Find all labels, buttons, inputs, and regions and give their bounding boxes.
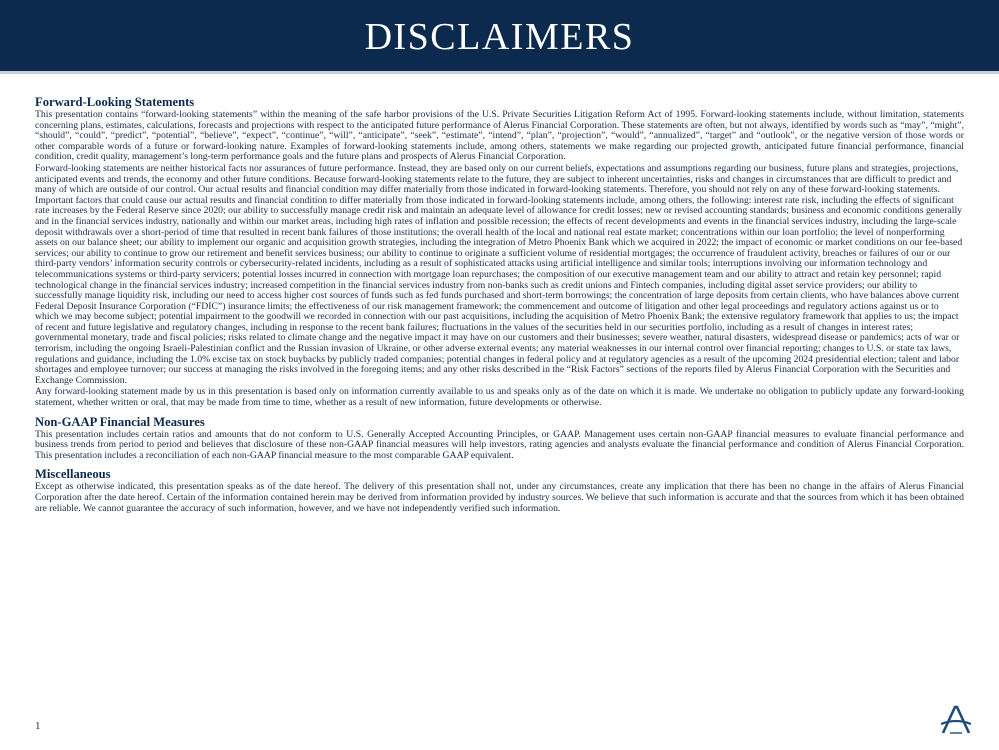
non-gaap-heading: Non-GAAP Financial Measures [35, 414, 205, 429]
non-gaap-paragraph: This presentation includes certain ratios and amounts that do not conform to U.S. Generally Accepted Accounting Principles, or GAAP. Management uses certain non-GAAP financial measures to evaluate financial performance and business trends from period to period and believes that disclosure of these non-GAAP financial measures will help investors, rating agencies and analysts evaluate the financial performance and condition of Alerus Financial Corporation. This presentation includes a reconciliation of each non-GAAP financial measure to the most comparable GAAP equivalent. [35, 428, 964, 461]
disclaimer-content [35, 95, 964, 515]
forward-looking-paragraph-1: This presentation contains “forward-looking statements” within the meaning of the safe harbor provisions of the U.S. Private Securities Litigation Reform Act of 1995. Forward-looking statements include, without limitation, statements concerning plans, estimates, calculations, forecasts and projections with respect to the anticipated future performance of Alerus Financial Corporation. These statements are often, but not always, identified by words such as “may”, “might”, “should”, “could”, “predict”, “potential”, “believe”, “expect”, “continue”, “will”, “anticipate”, “seek”, “estimate”, “intend”, “plan”, “projection”, “would”, “annualized”, “target” and “outlook”, or the negative version of those words or other comparable words of a future or forward-looking nature. Examples of forward-looking statements include, among others, statements we make regarding our projected growth, anticipated future financial performance, financial condition, credit quality, management’s long-term performance goals and the future plans and prospects of Alerus Financial Corporation. [35, 109, 964, 163]
forward-looking-paragraph-2: Forward-looking statements are neither historical facts nor assurances of future performance. Instead, they are based only on our current beliefs, expectations and assumptions regarding our business, future plans and strategies, projections, anticipated events and trends, the economy and other future conditions. Because forward-looking statements relate to the future, they are subject to inherent uncertainties, risks and changes in circumstances that are difficult to predict and many of which are outside of our control. Our actual results and financial condition may differ materially from those indicated in forward-looking statements. Therefore, you should not rely on any of these forward-looking statements. Important factors that could cause our actual results and financial condition to differ materially from those indicated in forward-looking statements include, among others, the following: interest rate risk, including the effects of significant rate increases by the Federal Reserve since 2020; our ability to successfully manage credit risk and maintain an adequate level of allowance for credit losses; new or revised accounting standards; business and economic conditions generally and in the financial services industry, nationally and within our market areas, including high rates of inflation and possible recession; the effects of recent developments and events in the financial services industry, including the large-scale deposit withdrawals over a short-period of time that resulted in recent bank failures of those institutions; the overall health of the local and national real estate market; concentrations within our loan portfolio; the level of nonperforming assets on our balance sheet; our ability to implement our organic and acquisition growth strategies, including the integration of Metro Phoenix Bank which we acquired in 2022; the impact of economic or market conditions on our fee-based services; our ability to continue to grow our retirement and benefit services business; our ability to continue to originate a sufficient volume of residential mortgages; the occurrence of fraudulent activity, breaches or failures of our or our third-party vendors’ information security controls or cybersecurity-related incidents, including as a result of sophisticated attacks using artificial intelligence and similar tools; interruptions involving our information technology and telecommunications systems or third-party servicers; potential losses incurred in connection with mortgage loan repurchases; the composition of our executive management team and our ability to attract and retain key personnel; rapid technological change in the financial services industry; increased competition in the financial services industry from non-banks such as credit unions and Fintech companies, including digital asset service providers; our ability to successfully manage liquidity risk, including our need to access higher cost sources of funds such as fed funds purchased and short-term borrowings; the concentration of large deposits from certain clients, who have balances above current Federal Deposit Insurance Corporation (“FDIC”) insurance limits; the effectiveness of our risk management framework; the commencement and outcome of litigation and other legal proceedings and regulatory actions against us or to which we may become subject; potential impairment to the goodwill we recorded in connection with our past acquisitions, including the acquisition of Metro Phoenix Bank; the extensive regulatory framework that applies to us; the impact of recent and future legislative and regulatory changes, including in response to the recent bank failures; fluctuations in the values of the securities held in our securities portfolio, including as a result of changes in interest rates; governmental monetary, trade and fiscal policies; risks related to climate change and the negative impact it may have on our customers and their businesses; severe weather, natural disasters, widespread disease or pandemics; acts of war or terrorism, including the ongoing Israeli-Palestinian conflict and the Russian invasion of Ukraine, or other adverse external events; any material weaknesses in our internal control over financial reporting; changes to U.S. or state tax laws, regulations and guidance, including the 1.0% excise tax on stock buybacks by publicly traded companies; potential changes in federal policy and at regulatory agencies as a result of the upcoming 2024 presidential election; talent and labor shortages and employee turnover; our success at managing the risks involved in the foregoing items; and any other risks described in the “Risk Factors” sections of the reports filed by Alerus Financial Corporation with the Securities and Exchange Commission. [35, 162, 963, 386]
forward-looking-heading: Forward-Looking Statements [35, 95, 195, 109]
title-banner [0, 0, 999, 74]
forward-looking-section [35, 95, 964, 409]
miscellaneous-paragraph: Except as otherwise indicated, this presentation speaks as of the date hereof. The delivery of this presentation shall not, under any circumstances, create any implication that there has been no change in the affairs of Alerus Financial Corporation after the date hereof. Certain of the information contained herein may be derived from information provided by industry sources. We believe that such information is accurate and that the sources from which it has been obtained are reliable. We cannot guarantee the accuracy of such information, however, and we have not independently verified such information. [35, 481, 964, 514]
non-gaap-section [35, 415, 964, 462]
page-title: DISCLAIMERS [364, 16, 635, 58]
forward-looking-paragraph-3: Any forward-looking statement made by us in this presentation is based only on information currently available to us and speaks only as of the date on which it is made. We undertake no obligation to publicly update any forward-looking statement, whether written or oral, that may be made from time to time, whether as a result of new information, future developments or otherwise. [35, 386, 964, 409]
miscellaneous-section [35, 467, 964, 514]
page-number: 1 [35, 720, 41, 732]
miscellaneous-heading: Miscellaneous [35, 467, 111, 482]
alerus-a-logo-icon [940, 704, 972, 736]
